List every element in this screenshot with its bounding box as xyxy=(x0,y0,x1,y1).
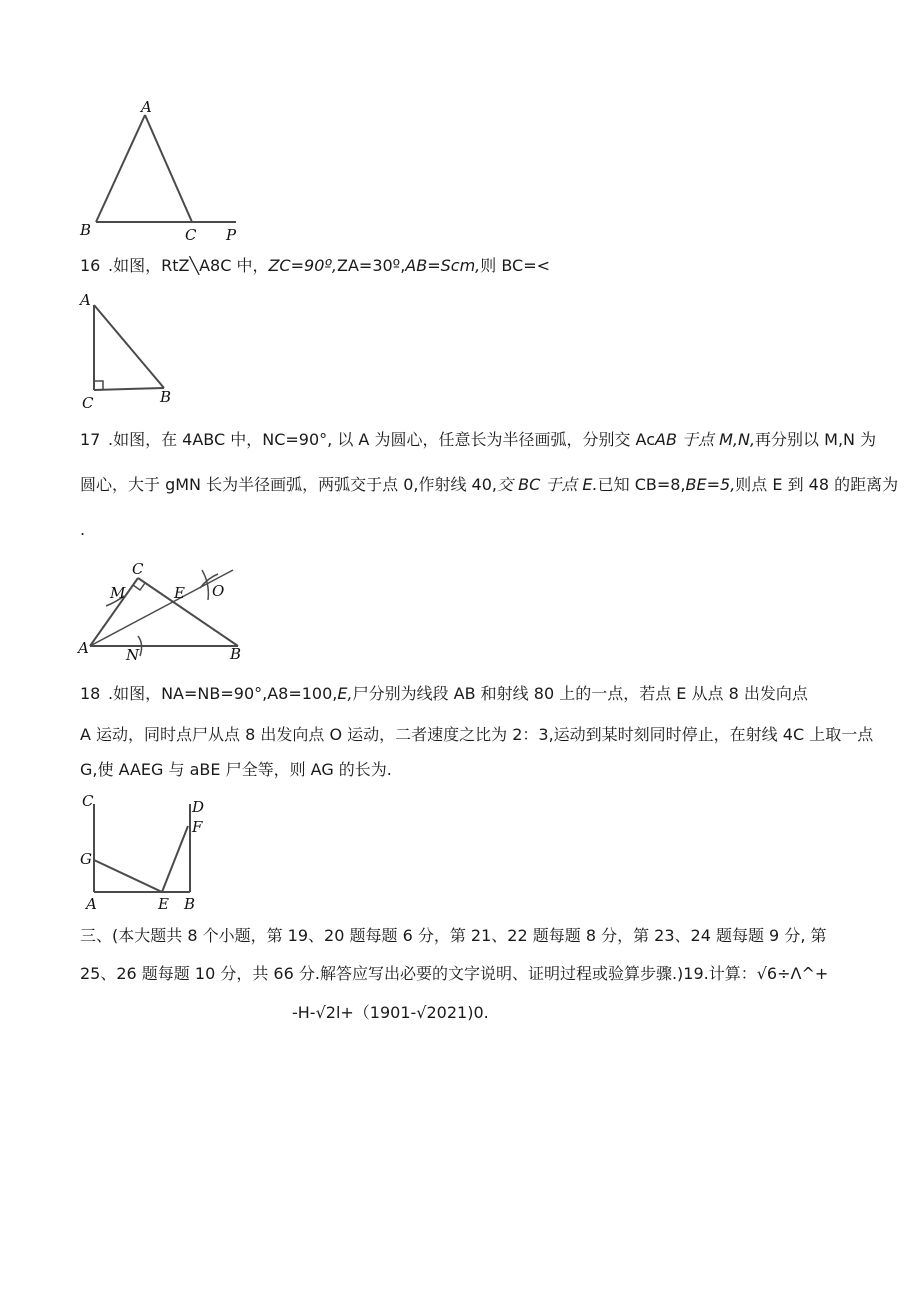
label-f: F xyxy=(192,818,203,836)
label-b: B xyxy=(80,221,92,239)
label-e: E xyxy=(158,895,169,913)
segment-ef xyxy=(162,826,188,892)
side-cb xyxy=(94,388,164,390)
question-number: 18 xyxy=(80,684,101,703)
label-b: B xyxy=(184,895,196,913)
label-m: M xyxy=(110,584,126,602)
question-number: 17 xyxy=(80,430,101,449)
figure-triangle-abc-p xyxy=(78,100,248,245)
figure-q18 xyxy=(78,792,218,914)
question-16 xyxy=(80,256,550,276)
label-a: A xyxy=(141,98,152,116)
question-18-line-2 xyxy=(80,725,873,745)
q18-line1-a: .如图，NA=NB=90°,A8=100, xyxy=(108,684,338,703)
label-c: C xyxy=(82,792,94,810)
label-g: G xyxy=(80,850,92,868)
section-3-line-2 xyxy=(80,964,828,984)
q18-line3: G,使 AAEG 与 aBE 尸全等，则 AG 的长为. xyxy=(80,760,392,779)
label-c: C xyxy=(132,560,144,578)
label-a: A xyxy=(80,291,91,309)
side-ab xyxy=(96,115,145,222)
figure-q16-right-triangle xyxy=(78,290,188,410)
triangle-abc-p-svg xyxy=(78,100,248,245)
label-e: E xyxy=(174,584,185,602)
q17-line2-italic: 交 BC 于点 E. xyxy=(497,475,598,494)
q17-line1-a: .如图，在 4ABC 中，NC=90°, 以 A 为圆心，任意长为半径画弧，分别交 Ac xyxy=(108,430,655,449)
q17-line2-b: 已知 CB=8, xyxy=(597,475,686,494)
q16-text-2: ZA=30º, xyxy=(337,256,406,275)
q18-figure-svg xyxy=(78,792,218,914)
q16-text-1: .如图，RtZ╲A8C 中， xyxy=(108,256,269,275)
q18-line1-b: 尸分别为线段 AB 和射线 80 上的一点，若点 E 从点 8 出发向点 xyxy=(352,684,808,703)
q17-figure-svg xyxy=(78,558,258,668)
label-b: B xyxy=(230,645,242,663)
q16-triangle-svg xyxy=(78,290,188,410)
label-a: A xyxy=(86,895,97,913)
label-o: O xyxy=(212,582,225,600)
label-c: C xyxy=(82,394,94,412)
q16-text-italic-2: AB=Scm, xyxy=(405,256,481,275)
q16-text-italic: ZC=90º, xyxy=(268,256,337,275)
right-angle-mark xyxy=(94,381,103,390)
label-a: A xyxy=(78,639,89,657)
question-17-line-2 xyxy=(80,475,898,495)
q17-line1-italic: AB 于点 M,N, xyxy=(655,430,756,449)
question-number: 16 xyxy=(80,256,101,275)
q18-line1-italic: E, xyxy=(337,684,353,703)
label-b: B xyxy=(160,388,172,406)
section-3-line-3 xyxy=(292,1003,489,1023)
side-ac xyxy=(145,115,192,222)
section-3-line2: 25、26 题每题 10 分，共 66 分.解答应写出必要的文字说明、证明过程或验算步骤.)19.计算：√6÷Λ^+ xyxy=(80,964,829,983)
section-3-line3: -H-√2l+（1901-√2021)0. xyxy=(292,1003,489,1022)
question-17-line-3 xyxy=(80,520,85,540)
segment-ge xyxy=(94,860,162,892)
side-ab xyxy=(94,305,164,388)
q17-line1-b: 再分别以 M,N 为 xyxy=(755,430,877,449)
q17-line3: . xyxy=(80,520,86,539)
label-p: P xyxy=(226,226,237,244)
q17-line2-a: 圆心，大于 gMN 长为半径画弧，两弧交于点 0,作射线 40, xyxy=(80,475,497,494)
section-3-line-1 xyxy=(80,926,827,946)
label-n: N xyxy=(126,646,140,664)
label-d: D xyxy=(192,798,205,816)
question-17-line-1 xyxy=(80,430,876,450)
q17-line2-c: 则点 E 到 48 的距离为 xyxy=(735,475,899,494)
q17-line2-italic-2: BE=5, xyxy=(685,475,736,494)
figure-q17-angle-bisector xyxy=(78,558,258,668)
label-c: C xyxy=(185,226,197,244)
q16-text-3: 则 BC=< xyxy=(480,256,551,275)
section-3-line1: 三、(本大题共 8 个小题，第 19、20 题每题 6 分，第 21、22 题每题 8 分，第 23、24 题每题 9 分, 第 xyxy=(80,926,827,945)
question-18-line-3 xyxy=(80,760,392,780)
q18-line2: A 运动，同时点尸从点 8 出发向点 O 运动，二者速度之比为 2：3,运动到某时刻同时停止，在射线 4C 上取一点 xyxy=(80,725,874,744)
question-18-line-1 xyxy=(80,684,808,704)
